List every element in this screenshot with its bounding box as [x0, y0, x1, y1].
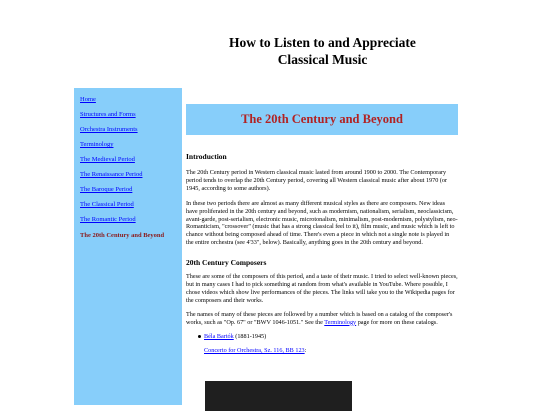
page-title: The 20th Century and Beyond: [241, 112, 403, 126]
composers-paragraph-2-text-end: page for more on these catalogs.: [356, 318, 438, 326]
sidebar-item-renaissance-period[interactable]: The Renaissance Period: [80, 171, 143, 178]
composer-list-item: [186, 333, 458, 341]
site-title: [200, 34, 445, 68]
bullet-icon: [198, 335, 201, 338]
site-title-line1: How to Listen to and Appreciate: [229, 35, 416, 50]
intro-heading: Introduction: [186, 152, 227, 161]
composer-entry: [204, 333, 266, 341]
work-link[interactable]: Concerto for Orchestra, Sz. 116, BB 123: [204, 346, 305, 354]
sidebar-item-20th-century: The 20th Century and Beyond: [80, 232, 165, 239]
sidebar-item-terminology[interactable]: Terminology: [80, 141, 114, 148]
sidebar-item-orchestra-instruments[interactable]: Orchestra Instruments: [80, 126, 138, 133]
main-content: [186, 152, 458, 355]
work-entry: [186, 347, 458, 355]
video-embed[interactable]: [205, 381, 352, 411]
sidebar-item-romantic-period[interactable]: The Romantic Period: [80, 216, 136, 223]
composer-dates: (1881-1945): [233, 332, 267, 340]
composers-paragraph-2-text-start: The names of many of these pieces are followed by a number which is based on a catalog of the composer's works, such as "Op. 67" or "BWV 1046-1051." See the: [186, 310, 453, 326]
sidebar-item-structures-and-forms[interactable]: Structures and Forms: [80, 111, 136, 118]
composers-paragraph-2: [186, 311, 458, 327]
work-suffix: :: [304, 346, 307, 354]
intro-paragraph-1: The 20th Century period in Western classical music lasted from around 1900 to 2000. The Contemporary period tends to overlap the 20th Century period, covering all Western classical music after about 1970 (or 1945, according to some authors).: [186, 169, 448, 192]
composers-paragraph-1: These are some of the composers of this period, and a taste of their music. I tried to select well-known pieces, but in many cases I had to pick something at random from what's available in YouTube. Where possible, I chose videos which show live performances of the pieces. The links will take you to the Wikipedia pages for the composers and their works.: [186, 273, 458, 304]
sidebar: [74, 88, 182, 405]
composer-link[interactable]: Béla Bartók: [204, 332, 234, 340]
site-title-line2: Classical Music: [277, 52, 368, 67]
sidebar-item-classical-period[interactable]: The Classical Period: [80, 201, 134, 208]
sidebar-item-baroque-period[interactable]: The Baroque Period: [80, 186, 133, 193]
composers-heading: 20th Century Composers: [186, 258, 267, 268]
terminology-link[interactable]: Terminology: [324, 318, 357, 326]
sidebar-item-home[interactable]: Home: [80, 96, 96, 103]
intro-paragraph-2: In these two periods there are almost as many different musical styles as there are composers. New ideas have proliferated in the 20th century and beyond, such as modernism, nationalism, serialism, neoclassicism, avant-garde, post-serialism, electronic music, microtonalism, minimalism, post-modernism, polystylism, neo-Romanticism, "crossover" (music that has a strong classical feel to it), film music, and music which is left to chance without being composed ahead of time. There's even a piece in which not a single note is played in the entire orchestra (see 4'33", below). Basically, anything goes in the 20th century and beyond.: [186, 199, 458, 247]
sidebar-item-medieval-period[interactable]: The Medieval Period: [80, 156, 135, 163]
page-title-banner: [186, 104, 458, 135]
